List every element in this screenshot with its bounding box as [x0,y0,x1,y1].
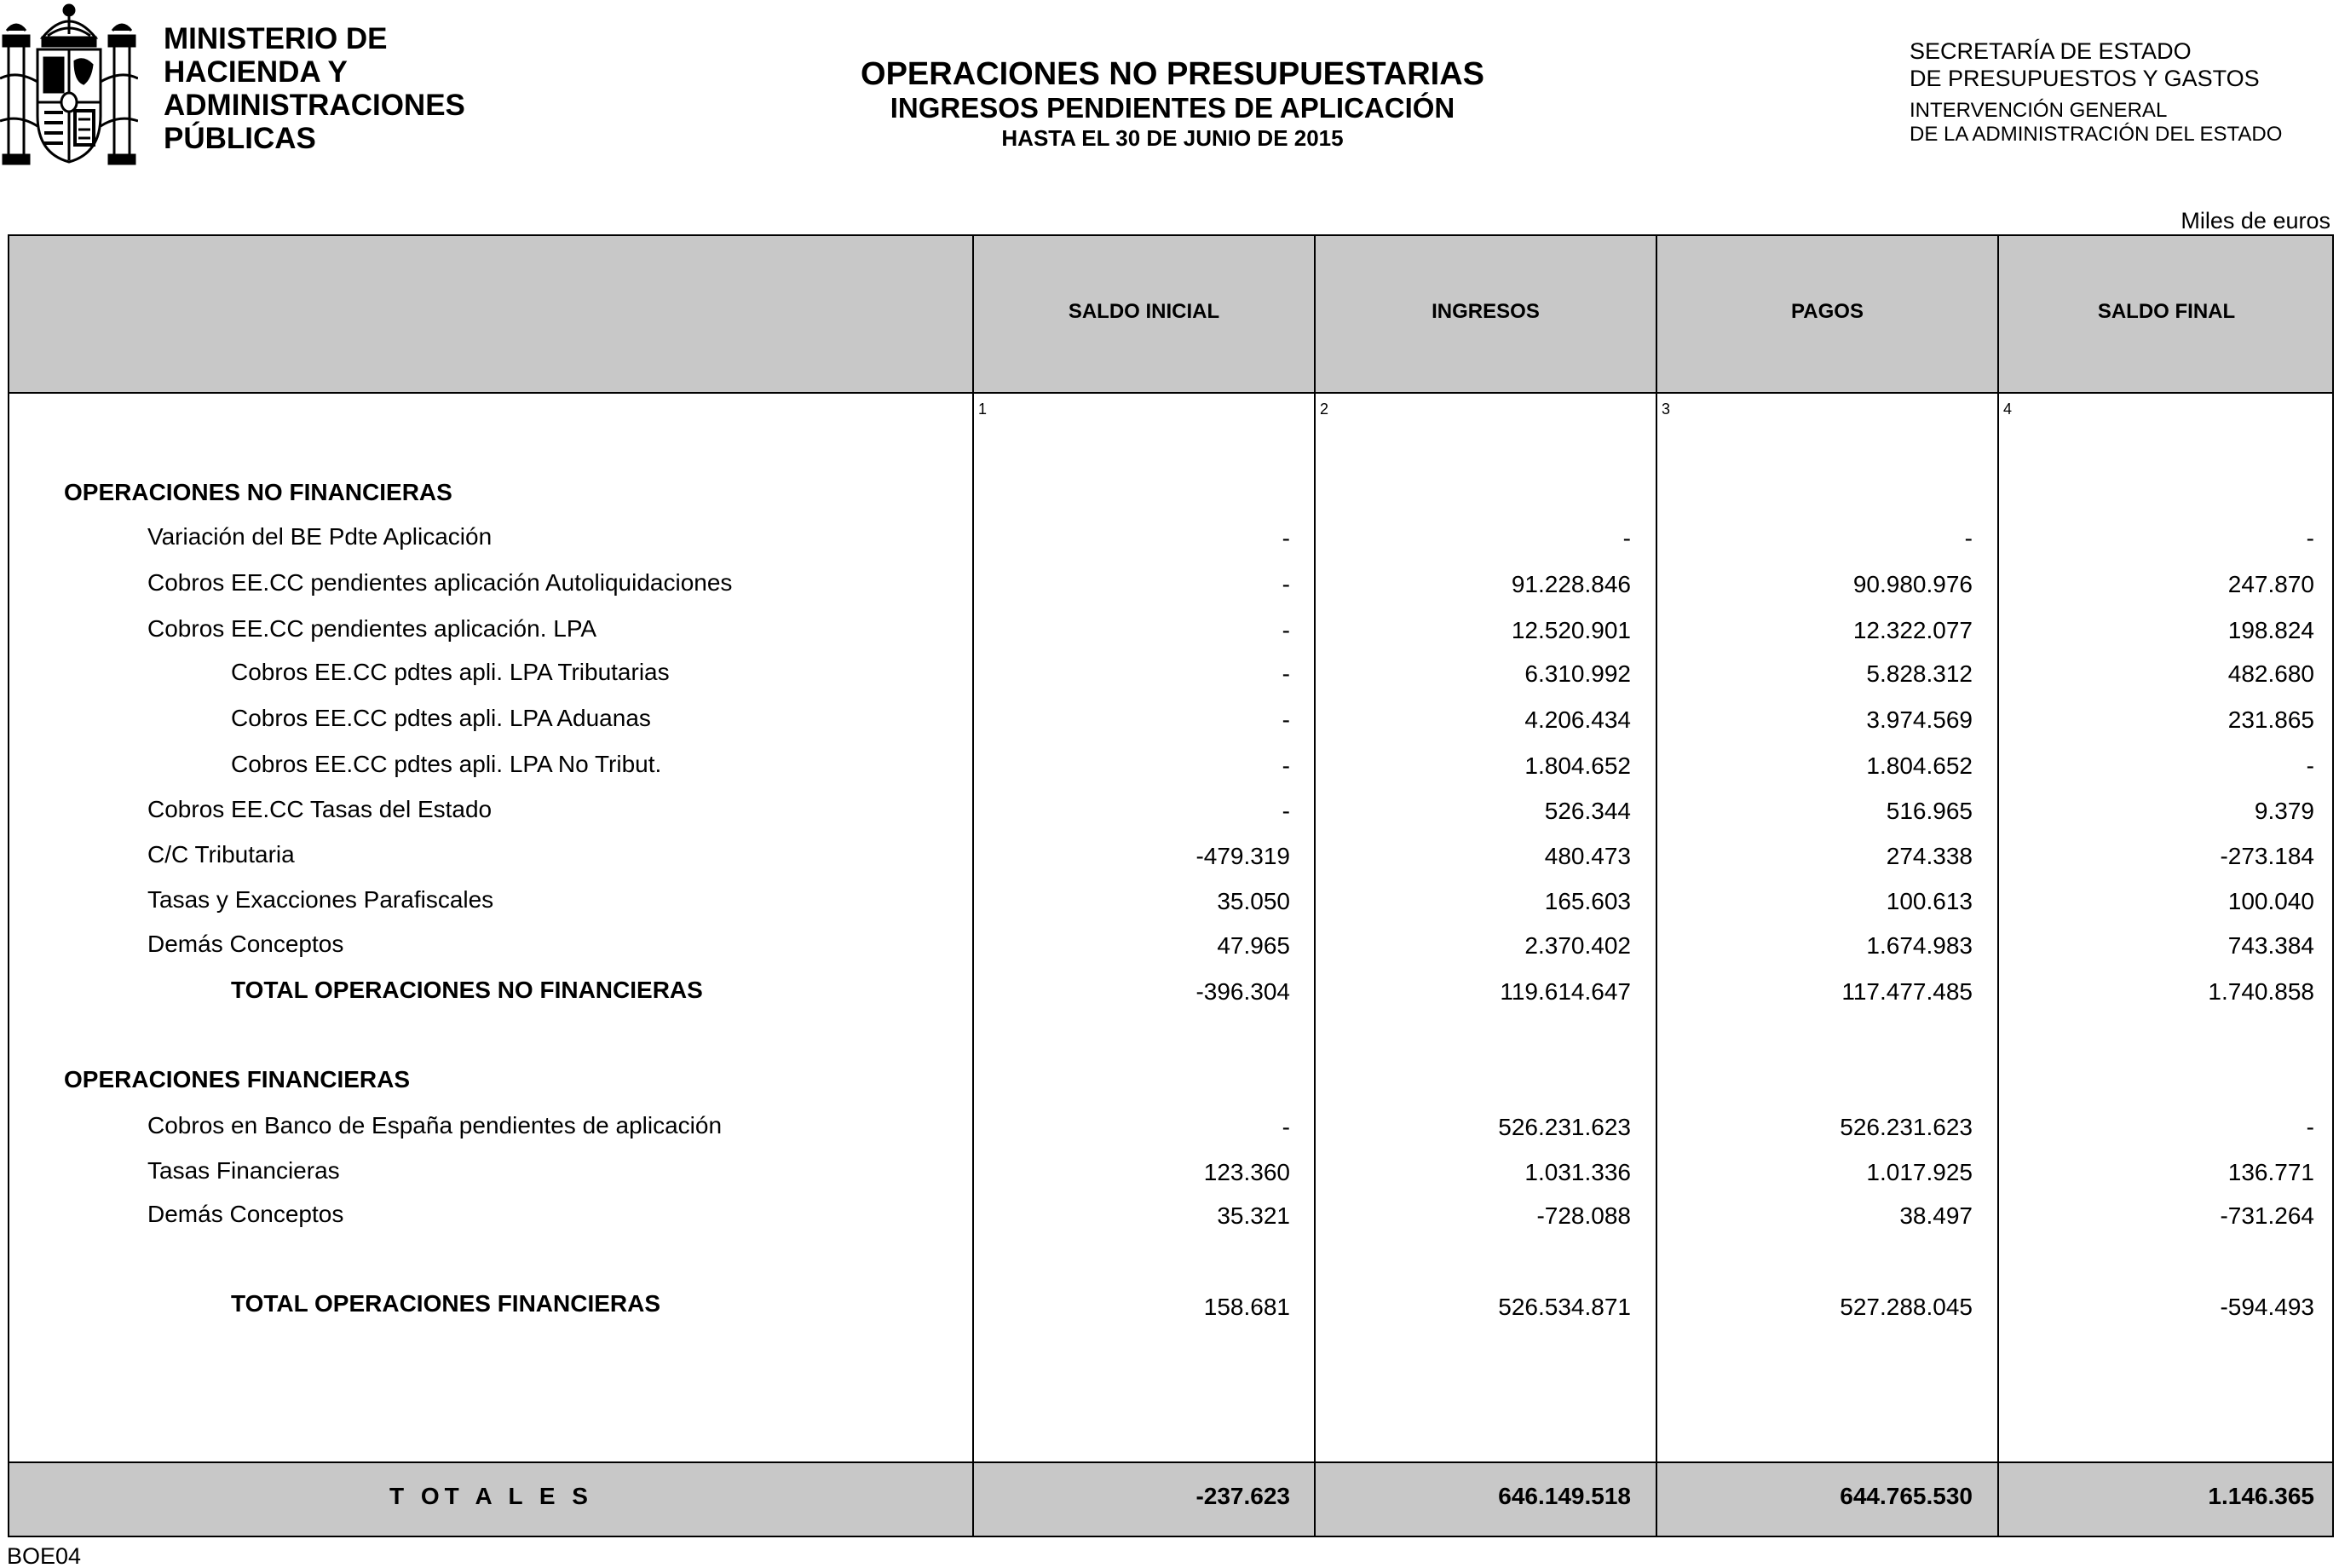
subtotal-row [9,977,2336,1011]
ministry-line: MINISTERIO DE [164,22,388,55]
cell-saldo-inicial: 47.965 [1217,932,1290,959]
column-number: 4 [2003,401,2013,418]
subtotal-row [9,1290,2336,1324]
cell-saldo-inicial: 123.360 [1203,1159,1290,1185]
cell-ingresos: 480.473 [1544,843,1631,869]
cell-pagos: 90.980.976 [1852,571,1973,597]
table-row [9,886,2336,920]
report-period: HASTA EL 30 DE JUNIO DE 2015 [1001,125,1344,151]
cell-pagos: 3.974.569 [1866,706,1973,733]
table-row [9,751,2336,785]
cell-saldo-inicial: -396.304 [1195,978,1290,1005]
cell-saldo-final: -594.493 [2220,1294,2314,1320]
column-number: 1 [978,401,988,418]
cell-saldo-final: 1.146.365 [2208,1483,2314,1509]
cell-pagos: 100.613 [1886,888,1973,914]
cell-saldo-inicial: - [1282,798,1290,824]
cell-saldo-final: 198.824 [2227,617,2314,643]
cell-ingresos: 526.534.871 [1498,1294,1631,1320]
header-divider [9,392,2332,394]
cell-saldo-final: 743.384 [2227,932,2314,959]
row-label: Demás Conceptos [147,931,344,957]
column-number: 3 [1662,401,1671,418]
cell-pagos: 516.965 [1886,798,1973,824]
cell-ingresos: 119.614.647 [1500,978,1631,1005]
table-row [9,1201,2336,1235]
row-label: Tasas y Exacciones Parafiscales [147,886,494,913]
secretaria-line: DE PRESUPUESTOS Y GASTOS [1910,66,2260,91]
cell-ingresos: 526.231.623 [1498,1114,1631,1140]
cell-ingresos: 12.520.901 [1511,617,1631,643]
cell-saldo-inicial: - [1282,660,1290,687]
report-title: OPERACIONES NO PRESUPUESTARIAS [861,56,1484,92]
cell-saldo-final: -731.264 [2220,1202,2314,1229]
cell-saldo-inicial: - [1282,617,1290,643]
cell-pagos: - [1964,525,1973,551]
section-heading-label: OPERACIONES FINANCIERAS [64,1066,411,1092]
row-label: Cobros EE.CC Tasas del Estado [147,796,493,822]
cell-pagos: 1.674.983 [1866,932,1973,959]
coat-of-arms-icon [0,2,138,165]
table-row [9,1112,2336,1146]
table-row [9,659,2336,693]
cell-saldo-final: 100.040 [2227,888,2314,914]
ministry-line: PÚBLICAS [164,122,316,155]
row-label: Cobros EE.CC pdtes apli. LPA Aduanas [231,705,651,731]
row-label: Cobros EE.CC pdtes apli. LPA No Tribut. [231,751,662,777]
row-label: Variación del BE Pdte Aplicación [147,523,493,550]
cell-saldo-inicial: -237.623 [1195,1483,1290,1509]
cell-pagos: 12.322.077 [1852,617,1973,643]
row-label: Cobros EE.CC pendientes aplicación Autoliquidaciones [147,569,733,596]
table-row [9,796,2336,830]
cell-saldo-inicial: -479.319 [1195,843,1290,869]
cell-pagos: 274.338 [1886,843,1973,869]
cell-ingresos: 1.804.652 [1524,752,1631,779]
totals-divider [9,1461,2332,1463]
ministry-name [164,22,465,155]
column-header-pagos: PAGOS [1791,300,1864,323]
cell-ingresos: 1.031.336 [1524,1159,1631,1185]
cell-saldo-final: 1.740.858 [2208,978,2314,1005]
cell-ingresos: 6.310.992 [1524,660,1631,687]
table-row [9,523,2336,557]
cell-ingresos: 526.344 [1544,798,1631,824]
table-row [9,841,2336,875]
ministry-line: ADMINISTRACIONES [164,89,465,122]
cell-saldo-inicial: 158.681 [1203,1294,1290,1320]
grand-total-label: T OT A L E S [389,1483,593,1509]
column-number: 2 [1320,401,1329,418]
section-heading [9,479,2336,513]
cell-ingresos: 165.603 [1544,888,1631,914]
row-label: C/C Tributaria [147,841,295,868]
cell-saldo-final: - [2306,1114,2314,1140]
cell-pagos: 5.828.312 [1866,660,1973,687]
column-header-saldo-final: SALDO FINAL [2097,300,2236,323]
cell-ingresos: 4.206.434 [1524,706,1631,733]
table-row [9,615,2336,649]
cell-ingresos: 91.228.846 [1511,571,1631,597]
report-table [8,234,2334,1537]
cell-pagos: 644.765.530 [1840,1483,1973,1509]
table-row [9,569,2336,603]
grand-total-row [9,1483,2336,1517]
cell-saldo-final: - [2306,525,2314,551]
row-label: Tasas Financieras [147,1157,340,1184]
report-title-block [746,56,1599,152]
intervencion-line: INTERVENCIÓN GENERAL [1910,99,2168,122]
cell-saldo-final: 247.870 [2227,571,2314,597]
cell-saldo-final: - [2306,752,2314,779]
cell-saldo-final: 231.865 [2227,706,2314,733]
cell-pagos: 526.231.623 [1840,1114,1973,1140]
cell-ingresos: 646.149.518 [1498,1483,1631,1509]
column-header-saldo-inicial: SALDO INICIAL [1068,300,1220,323]
cell-pagos: 1.017.925 [1866,1159,1973,1185]
cell-pagos: 38.497 [1899,1202,1973,1229]
cell-pagos: 527.288.045 [1840,1294,1973,1320]
cell-saldo-inicial: 35.321 [1217,1202,1290,1229]
cell-saldo-inicial: 35.050 [1217,888,1290,914]
row-label: Cobros EE.CC pdtes apli. LPA Tributarias [231,659,670,685]
column-header-ingresos: INGRESOS [1432,300,1540,323]
document-code: BOE04 [7,1543,82,1568]
cell-saldo-inicial: - [1282,525,1290,551]
table-row [9,1157,2336,1191]
section-heading-label: OPERACIONES NO FINANCIERAS [64,479,452,505]
table-row [9,705,2336,739]
secretaria-line: SECRETARÍA DE ESTADO [1910,38,2192,64]
row-label: Cobros en Banco de España pendientes de aplicación [147,1112,723,1139]
cell-ingresos: - [1622,525,1631,551]
intervencion-line: DE LA ADMINISTRACIÓN DEL ESTADO [1910,123,2283,146]
cell-saldo-final: 136.771 [2227,1159,2314,1185]
cell-pagos: 117.477.485 [1841,978,1973,1005]
row-label: Cobros EE.CC pendientes aplicación. LPA [147,615,597,642]
units-label: Miles de euros [2181,208,2330,233]
cell-saldo-inicial: - [1282,706,1290,733]
report-subtitle: INGRESOS PENDIENTES DE APLICACIÓN [890,92,1455,124]
row-label: Demás Conceptos [147,1201,344,1227]
cell-saldo-final: 9.379 [2254,798,2314,824]
ministry-line: HACIENDA Y [164,55,348,89]
cell-saldo-inicial: - [1282,1114,1290,1140]
cell-saldo-final: 482.680 [2227,660,2314,687]
cell-saldo-inicial: - [1282,752,1290,779]
cell-ingresos: 2.370.402 [1524,932,1631,959]
cell-saldo-final: -273.184 [2220,843,2314,869]
cell-saldo-inicial: - [1282,571,1290,597]
subtotal-label: TOTAL OPERACIONES NO FINANCIERAS [231,977,703,1003]
cell-pagos: 1.804.652 [1866,752,1973,779]
subtotal-label: TOTAL OPERACIONES FINANCIERAS [231,1290,661,1317]
section-heading [9,1066,2336,1100]
issuing-office [1910,37,2282,147]
cell-ingresos: -728.088 [1536,1202,1631,1229]
table-row [9,931,2336,965]
